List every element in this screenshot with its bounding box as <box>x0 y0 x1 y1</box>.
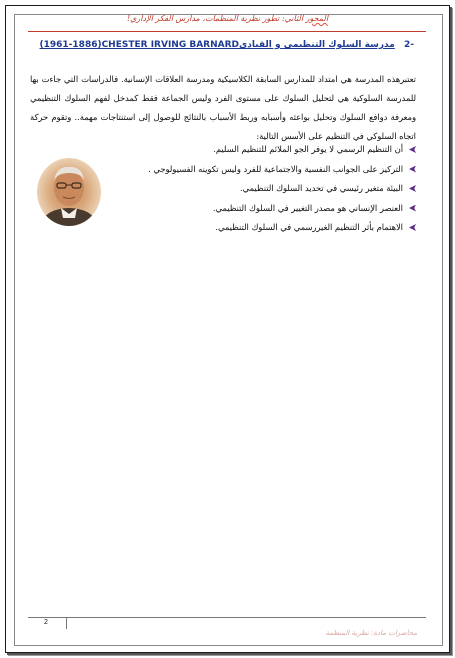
section-years: (1961-1886) <box>39 40 102 50</box>
portrait-illustration <box>37 158 101 226</box>
list-item <box>140 199 416 219</box>
list-item-text: التركيز على الجوانب النفسية والاجتماعية للفرد وليس تكوينه الفسيولوجي . <box>148 163 403 174</box>
list-item <box>140 218 416 238</box>
list-item-text: البيئة متغير رئيسي في تحديد السلوك التنظيمي. <box>240 183 403 193</box>
list-item <box>140 140 416 160</box>
section-name <box>40 40 395 50</box>
arrow-bullet-icon <box>409 146 416 153</box>
header-part1: المحور <box>305 14 329 23</box>
footer-divider <box>66 617 67 629</box>
section-name-en: CHESTER IRVING BARNARD <box>101 40 239 50</box>
list-item-text: الاهتمام بأثر التنظيم الغيررسمي في السلوك التنظيمي. <box>215 222 403 232</box>
intro-paragraph: تعتبرهذه المدرسة هي امتداد للمدارس السابقة الكلاسيكية ومدرسة العلاقات الإنسانية. فالدراسات التي جاءت بها للمدرسة السلوكية هي لتحليل السلوك على مستوى الفرد وليس الجماعة فقط كمدخل لفهم السلوك التنظيمي ومعرفة دوافع السلوك وتحليل بواعثه وأسبابه وربط الأسباب بالنتائج للوصول إلى استنتاجات مهمة.. وتقوم حركة اتجاه السلوكي في التنظيم على الأسس التالية: <box>30 74 416 141</box>
arrow-bullet-icon <box>409 185 416 192</box>
principles-list <box>140 140 416 238</box>
running-header <box>30 14 425 23</box>
header-rule <box>28 31 426 32</box>
section-number: -2 <box>403 40 414 50</box>
section-title <box>28 40 414 50</box>
list-item <box>140 179 416 199</box>
footer-text: محاضرات مادة: نظرية المنظمة <box>325 629 417 637</box>
arrow-bullet-icon <box>409 224 416 231</box>
page-number: 2 <box>44 619 48 626</box>
list-item-text: العنصر الإنساني هو مصدر التغيير في السلوك التنظيمي. <box>212 202 403 213</box>
list-item-text: أن التنظيم الرسمي لا يوفر الجو الملائم للتنظيم السليم. <box>213 144 403 154</box>
arrow-bullet-icon <box>409 205 416 212</box>
portrait-photo <box>37 158 101 226</box>
arrow-bullet-icon <box>409 166 416 173</box>
header-part2: الثاني: تطور نظرية المنظمات، مدارس الفكر الإداري! <box>126 14 306 23</box>
list-item <box>140 160 416 180</box>
footer-rule <box>28 617 426 618</box>
section-name-ar: مدرسة السلوك التنظيمي و القيادي <box>239 40 395 50</box>
